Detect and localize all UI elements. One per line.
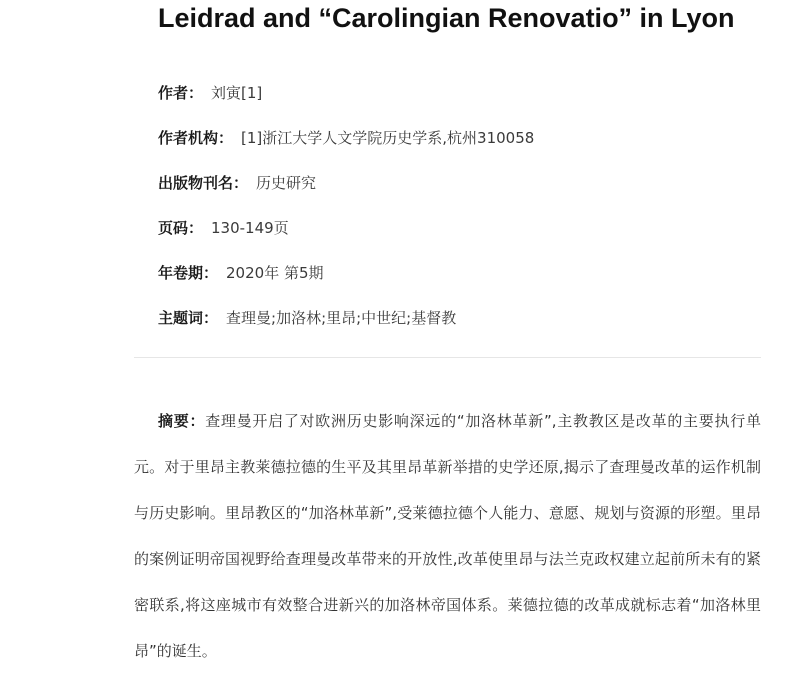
keywords-value: 查理曼;加洛林;里昂;中世纪;基督教 [226,309,457,327]
journal-label: 出版物刊名： [158,174,249,192]
volume-value: 2020年 第5期 [226,264,324,282]
meta-affiliation [158,128,534,148]
meta-volume [158,263,324,283]
volume-label: 年卷期： [158,264,219,282]
meta-author [158,83,262,103]
keywords-label: 主题词： [158,309,219,327]
abstract-paragraph [134,398,761,674]
affiliation-label: 作者机构： [158,129,234,147]
abstract-label: 摘要： [158,412,206,430]
article-title: Leidrad and “Carolingian Renovatio” in Lyon [158,3,735,33]
author-value: 刘寅[1] [211,84,263,102]
author-label: 作者： [158,84,204,102]
section-divider [134,357,761,358]
meta-pages [158,218,289,238]
journal-value: 历史研究 [256,174,317,192]
meta-journal [158,173,316,193]
meta-keywords [158,308,456,328]
affiliation-value: [1]浙江大学人文学院历史学系,杭州310058 [241,129,535,147]
abstract-text: 查理曼开启了对欧洲历史影响深远的“加洛林革新”,主教教区是改革的主要执行单元。对于里昂主教莱德拉德的生平及其里昂革新举措的史学还原,揭示了查理曼改革的运作机制与历史影响。里昂教区的“加洛林革新”,受莱德拉德个人能力、意愿、规划与资源的形塑。里昂的案例证明帝国视野给查理曼改革带来的开放性,改革使里昂与法兰克政权建立起前所未有的紧密联系,将这座城市有效整合进新兴的加洛林帝国体系。莱德拉德的改革成就标志着“加洛林里昂”的诞生。 [134,412,761,660]
pages-value: 130-149页 [211,219,289,237]
pages-label: 页码： [158,219,204,237]
